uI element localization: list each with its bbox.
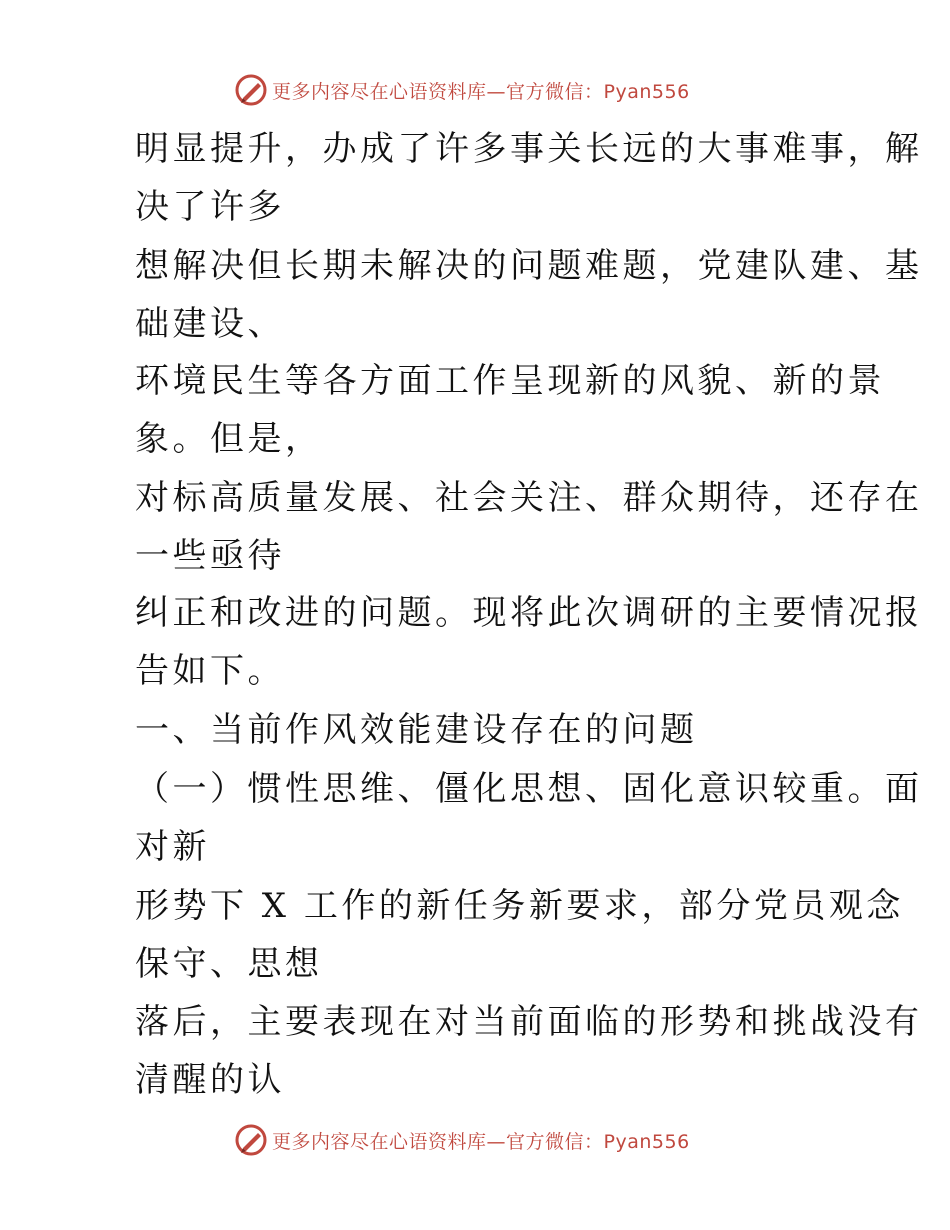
header-watermark-text: 更多内容尽在心语资料库—官方微信：Pyan556 <box>272 80 690 103</box>
paragraph-line: 础建设、 <box>135 304 285 344</box>
paragraph-line: 告如下。 <box>135 651 285 691</box>
paragraph-line: 保守、思想 <box>135 944 323 984</box>
paragraph-line: 对标高质量发展、社会关注、群众期待，还存在 <box>135 478 923 518</box>
red-circle-pen-logo-icon <box>234 73 268 107</box>
paragraph-8 <box>98 993 923 1109</box>
paragraph-line: 明显提升，办成了许多事关长远的大事难事，解 <box>135 129 923 169</box>
red-circle-pen-logo-icon <box>234 1123 268 1157</box>
paragraph-line: 一、当前作风效能建设存在的问题 <box>135 710 698 750</box>
paragraph-7 <box>98 877 904 993</box>
paragraph-line: 清醒的认 <box>135 1060 285 1100</box>
paragraph-5 <box>98 584 923 700</box>
section-heading <box>98 701 898 759</box>
paragraph-line: 对新 <box>135 827 210 867</box>
paragraph-3 <box>98 352 898 468</box>
footer-watermark-banner <box>234 1122 690 1158</box>
paragraph-line: 决了许多 <box>135 187 285 227</box>
paragraph-line: 落后，主要表现在对当前面临的形势和挑战没有 <box>135 1002 923 1042</box>
paragraph-4 <box>98 469 923 585</box>
paragraph-line: 一些亟待 <box>135 536 285 576</box>
paragraph-line: 环境民生等各方面工作呈现新的风貌、新的景 <box>135 361 885 401</box>
paragraph-line: 象。但是， <box>135 419 323 459</box>
paragraph-1 <box>98 120 923 236</box>
paragraph-line: 形势下 X 工作的新任务新要求，部分党员观念 <box>135 886 904 926</box>
paragraph-6 <box>98 760 923 876</box>
header-watermark-banner <box>234 72 690 108</box>
paragraph-2 <box>98 237 923 353</box>
paragraph-line: 纠正和改进的问题。现将此次调研的主要情况报 <box>135 593 923 633</box>
footer-watermark-text: 更多内容尽在心语资料库—官方微信：Pyan556 <box>272 1130 690 1153</box>
paragraph-line: （一）惯性思维、僵化思想、固化意识较重。面 <box>135 769 923 809</box>
paragraph-line: 想解决但长期未解决的问题难题，党建队建、基 <box>135 246 923 286</box>
